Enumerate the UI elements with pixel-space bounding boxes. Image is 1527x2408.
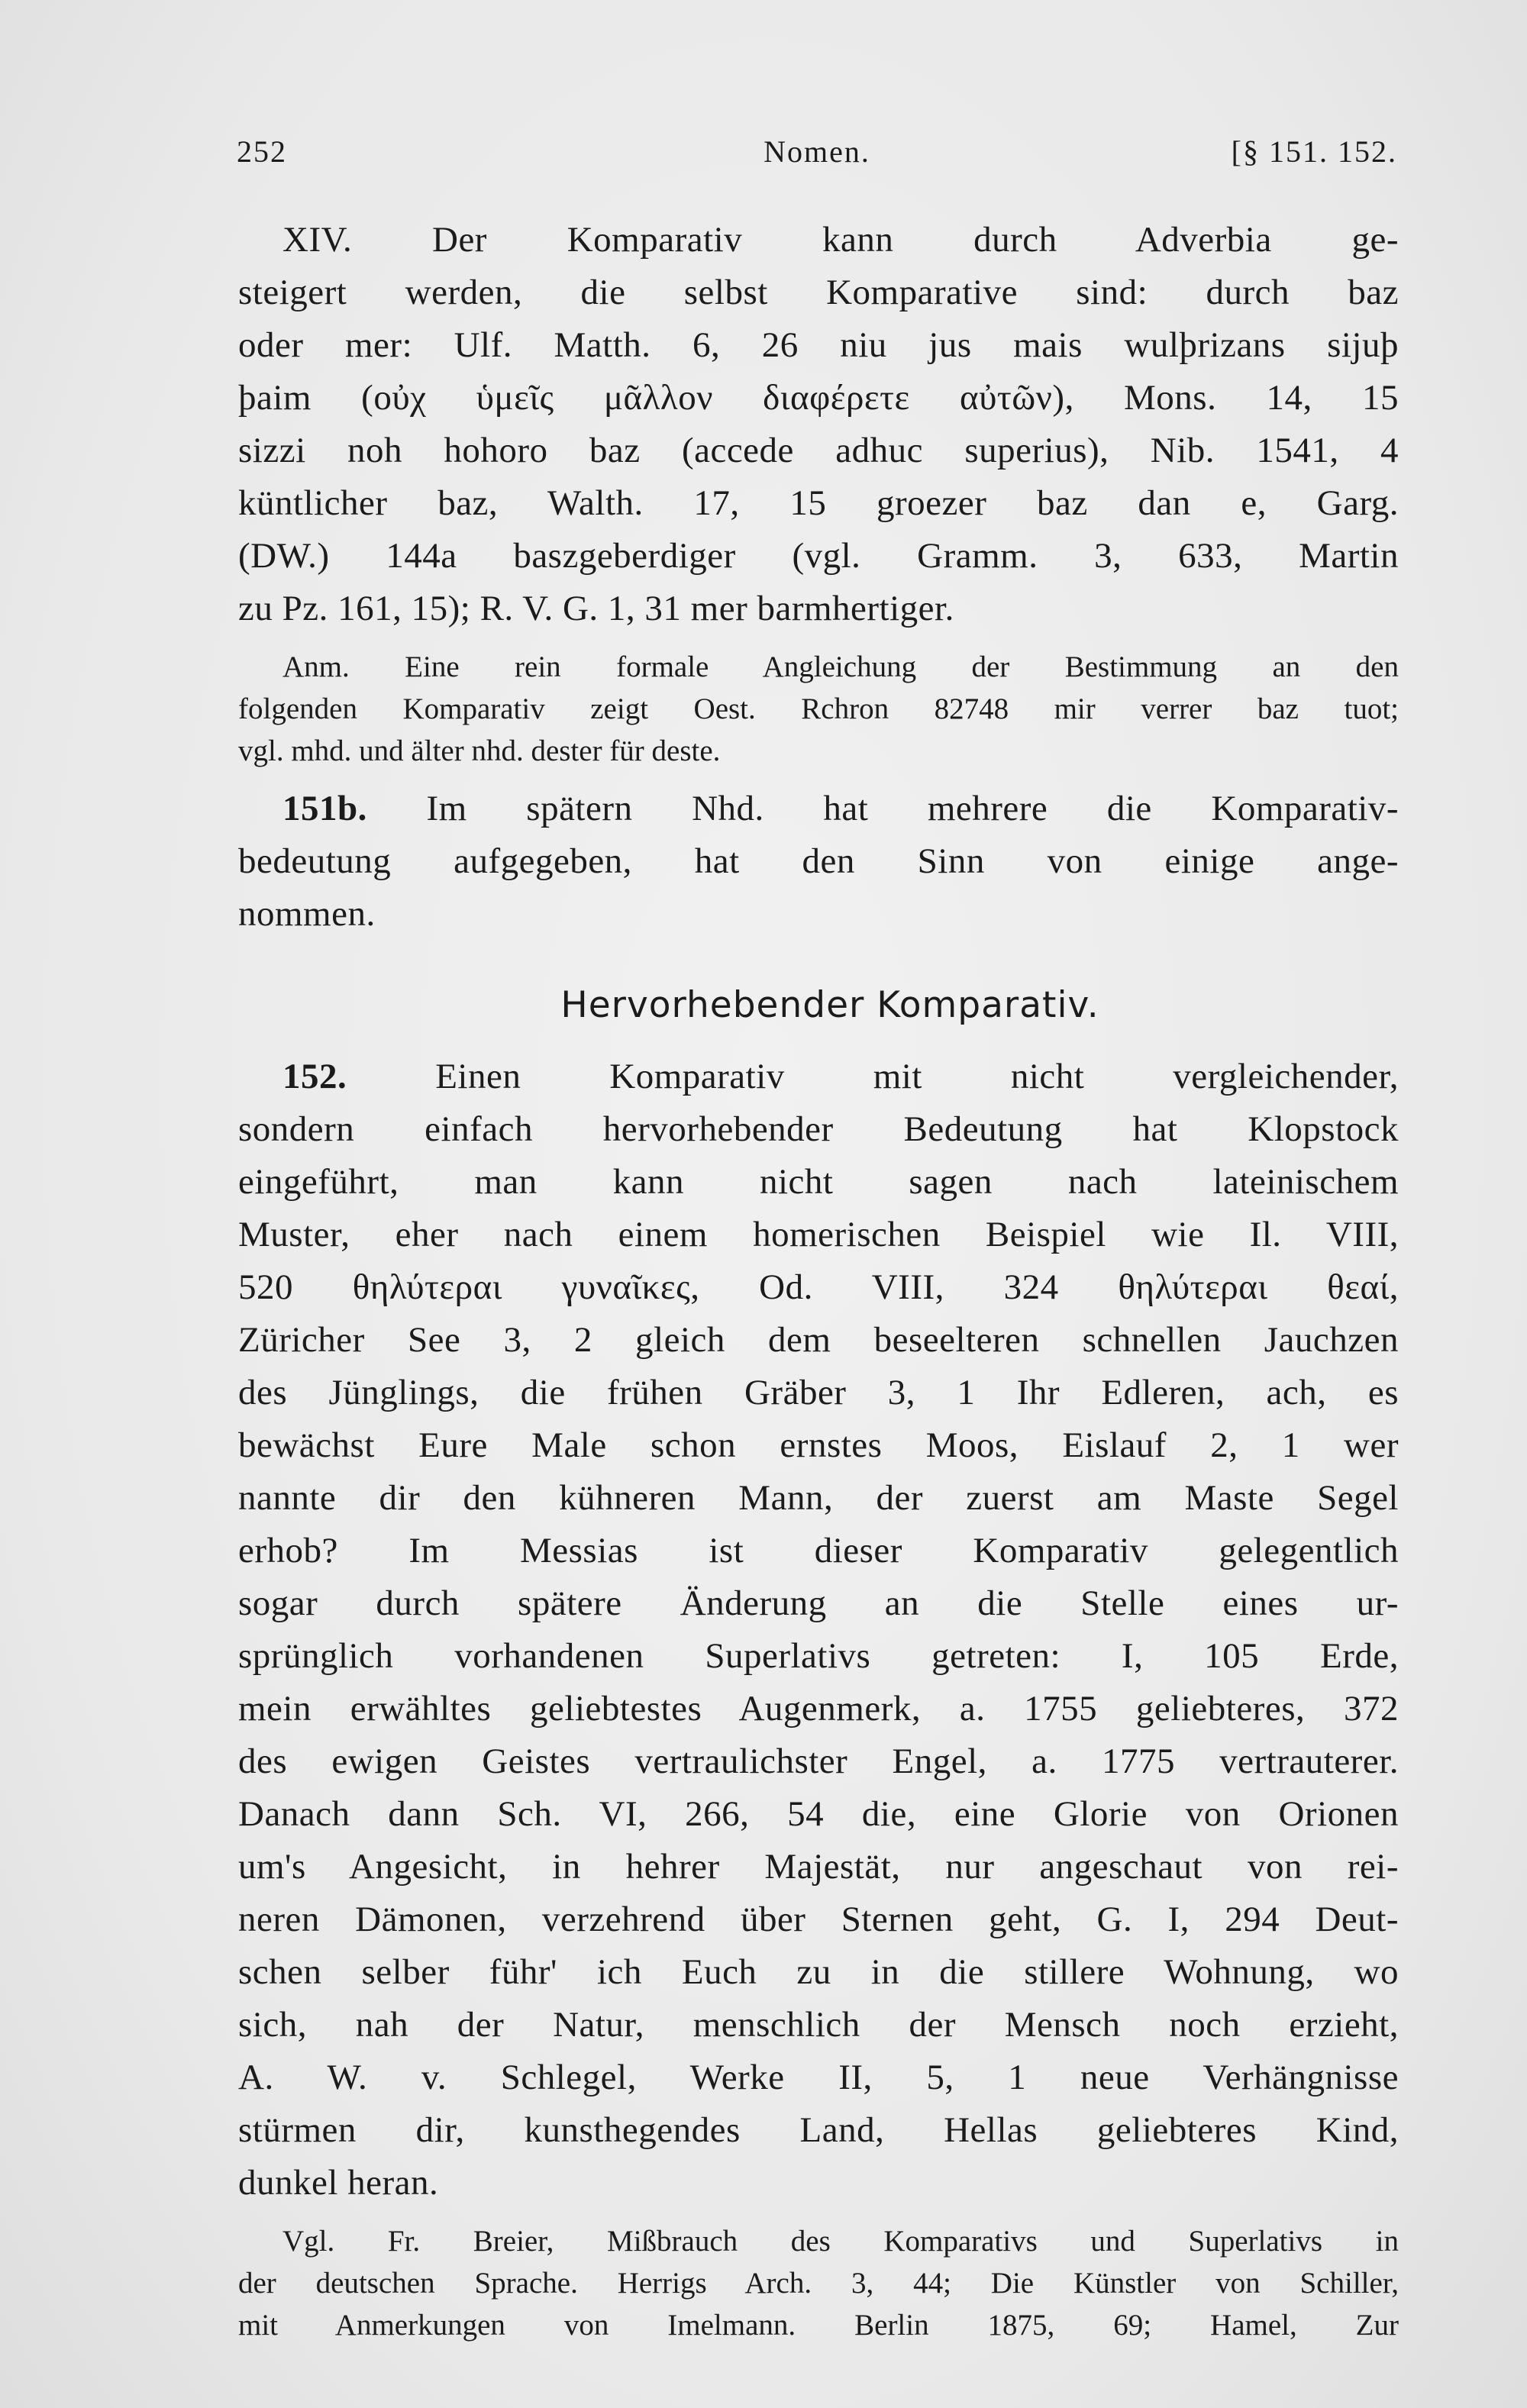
section-heading: Hervorhebender Komparativ.: [560, 984, 1099, 1026]
text-line: sizzi noh hohoro baz (accede adhuc superius), Nib. 1541, 4: [238, 431, 1399, 470]
text-line: (DW.) 144a baszgeberdiger (vgl. Gramm. 3, 633, Martin: [238, 536, 1399, 576]
body-text: [238, 214, 1399, 2346]
text-line: des Jünglings, die frühen Gräber 3, 1 Ihr Edleren, ach, es: [238, 1373, 1399, 1412]
text-line: des ewigen Geistes vertraulichster Engel, a. 1775 vertrauterer.: [238, 1741, 1399, 1781]
text-line: [238, 783, 1399, 835]
note-line: Anm. Eine rein formale Angleichung der Bestimmung an den: [282, 650, 1399, 683]
section-number: 152.: [282, 1057, 347, 1096]
section-reference: [§ 151. 152.: [1231, 134, 1397, 169]
text-line: sprünglich vorhandenen Superlativs getreten: I, 105 Erde,: [238, 1636, 1399, 1676]
note-line: folgenden Komparativ zeigt Oest. Rchron 82748 mir verrer baz tuot;: [238, 692, 1399, 725]
text-line: [238, 1051, 1399, 1103]
page-header: [237, 134, 1397, 179]
text-line: þaim (οὐχ ὑμεῖς μᾶλλον διαφέρετε αὐτῶν), Mons. 14, 15: [238, 378, 1399, 418]
text-line: 520 θηλύτεραι γυναῖκες, Od. VIII, 324 θηλύτεραι θεαί,: [238, 1267, 1399, 1307]
section-number: 151b.: [282, 789, 367, 828]
text-line: bewächst Eure Male schon ernstes Moos, Eislauf 2, 1 wer: [238, 1425, 1399, 1465]
text-line: schen selber führ' ich Euch zu in die stillere Wohnung, wo: [238, 1952, 1399, 1992]
text-line-content: Im spätern Nhd. hat mehrere die Komparativ-: [426, 789, 1399, 828]
text-line: nannte dir den kühneren Mann, der zuerst am Maste Segel: [238, 1478, 1399, 1518]
text-line: erhob? Im Messias ist dieser Komparativ gelegentlich: [238, 1531, 1399, 1570]
reference-note: [238, 2220, 1399, 2346]
text-line-content: Einen Komparativ mit nicht vergleichender,: [435, 1057, 1399, 1096]
text-line: Muster, eher nach einem homerischen Beispiel wie Il. VIII,: [238, 1215, 1399, 1254]
note-line: vgl. mhd. und älter nhd. dester für deste.: [238, 734, 721, 767]
text-line: neren Dämonen, verzehrend über Sternen geht, G. I, 294 Deut-: [238, 1900, 1399, 1939]
text-line: sondern einfach hervorhebender Bedeutung hat Klopstock: [238, 1109, 1399, 1149]
text-line: küntlicher baz, Walth. 17, 15 groezer baz dan e, Garg.: [238, 483, 1399, 523]
text-line: sogar durch spätere Änderung an die Stelle eines ur-: [238, 1583, 1399, 1623]
text-line: bedeutung aufgegeben, hat den Sinn von einige ange-: [238, 841, 1399, 881]
text-line: steigert werden, die selbst Komparative sind: durch baz: [238, 273, 1399, 312]
note-line: der deutschen Sprache. Herrigs Arch. 3, 44; Die Künstler von Schiller,: [238, 2267, 1399, 2300]
text-line: nommen.: [238, 894, 376, 934]
note-line: Vgl. Fr. Breier, Mißbrauch des Komparativs und Superlativs in: [282, 2225, 1399, 2258]
text-line: eingeführt, man kann nicht sagen nach lateinischem: [238, 1162, 1399, 1202]
paragraph-xiv: [238, 214, 1399, 635]
text-line: stürmen dir, kunsthegendes Land, Hellas geliebteres Kind,: [238, 2110, 1399, 2150]
paragraph-151b: [238, 783, 1399, 941]
text-line: um's Angesicht, in hehrer Majestät, nur angeschaut von rei-: [238, 1847, 1399, 1887]
annotation-note: [238, 646, 1399, 772]
text-line: Züricher See 3, 2 gleich dem beseelteren schnellen Jauchzen: [238, 1320, 1399, 1360]
text-line: zu Pz. 161, 15); R. V. G. 1, 31 mer barmhertiger.: [238, 589, 954, 628]
text-line: mein erwähltes geliebtestes Augenmerk, a. 1755 geliebteres, 372: [238, 1689, 1399, 1729]
page-number: 252: [237, 134, 287, 169]
text-line: oder mer: Ulf. Matth. 6, 26 niu jus mais wulþrizans sijuþ: [238, 325, 1399, 365]
text-line: sich, nah der Natur, menschlich der Mensch noch erzieht,: [238, 2005, 1399, 2045]
text-line: dunkel heran.: [238, 2163, 439, 2203]
text-line: Danach dann Sch. VI, 266, 54 die, eine Glorie von Orionen: [238, 1794, 1399, 1834]
paragraph-152: [238, 1051, 1399, 2209]
text-line: A. W. v. Schlegel, Werke II, 5, 1 neue Verhängnisse: [238, 2058, 1399, 2097]
text-line: XIV. Der Komparativ kann durch Adverbia ge-: [282, 220, 1399, 260]
running-title: Nomen.: [764, 134, 870, 169]
note-line: mit Anmerkungen von Imelmann. Berlin 1875, 69; Hamel, Zur: [238, 2309, 1399, 2342]
